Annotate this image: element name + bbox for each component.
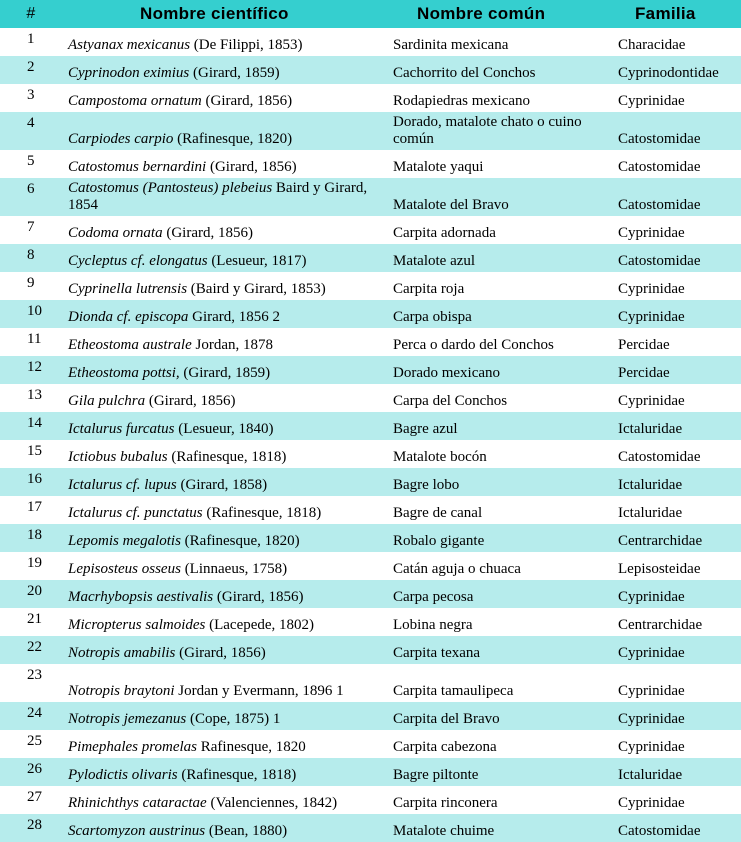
- family-cell: Catostomidae: [613, 178, 741, 216]
- species-author: (Girard, 1856): [166, 225, 253, 241]
- row-number: 8: [0, 244, 62, 272]
- species-name: Campostoma ornatum: [68, 93, 202, 109]
- species-name: Gila pulchra: [68, 393, 146, 409]
- species-name: Notropis amabilis: [68, 645, 176, 661]
- table-row: [0, 178, 741, 216]
- row-number: 24: [0, 702, 62, 730]
- scientific-name-cell: [62, 84, 387, 112]
- family-cell: Cyprinidae: [618, 683, 685, 699]
- common-name-cell: Carpita texana: [387, 636, 613, 664]
- scientific-name-cell: [62, 272, 387, 300]
- species-author: Rafinesque, 1820: [200, 739, 306, 755]
- row-number: 5: [27, 153, 35, 169]
- common-name-cell: Carpita cabezona: [393, 739, 497, 755]
- family-cell: Cyprinidae: [618, 393, 685, 409]
- common-name-cell: Matalote yaqui: [393, 159, 484, 175]
- family-cell: Centrarchidae: [613, 524, 741, 552]
- family-cell: Catostomidae: [618, 159, 701, 175]
- row-number: 23: [27, 667, 42, 683]
- species-name: Notropis jemezanus: [68, 711, 187, 727]
- table-row: [0, 552, 741, 580]
- row-number: 16: [0, 468, 62, 496]
- common-name-cell: Dorado, matalote chato o cuino común: [387, 112, 613, 150]
- species-author: (Rafinesque, 1820): [184, 533, 300, 549]
- family-cell: Cyprinidae: [613, 580, 741, 608]
- table-row: [0, 440, 741, 468]
- row-number: 26: [0, 758, 62, 786]
- common-name-cell: Perca o dardo del Conchos: [393, 337, 554, 353]
- species-name: Cyprinodon eximius: [68, 65, 190, 81]
- common-name-cell: Robalo gigante: [387, 524, 613, 552]
- common-name-cell: Carpita rinconera: [393, 795, 498, 811]
- family-cell: Percidae: [613, 356, 741, 384]
- family-cell: Cyprinidae: [618, 739, 685, 755]
- family-cell: Cyprinidae: [613, 702, 741, 730]
- common-name-cell: Bagre de canal: [393, 505, 483, 521]
- species-author: (Lacepede, 1802): [209, 617, 315, 633]
- scientific-name-cell: [62, 28, 387, 56]
- species-author: (Cope, 1875) 1: [189, 711, 281, 727]
- table-row: [0, 412, 741, 440]
- scientific-name-cell: [62, 730, 387, 758]
- table-row: [0, 28, 741, 56]
- table-row: [0, 758, 741, 786]
- scientific-name-cell: [62, 608, 387, 636]
- common-name-cell: Matalote azul: [387, 244, 613, 272]
- species-name: Lepomis megalotis: [68, 533, 181, 549]
- family-cell: Cyprinidae: [618, 795, 685, 811]
- species-author: Baird y Girard, 1854: [68, 180, 368, 213]
- family-cell: Percidae: [618, 337, 670, 353]
- common-name-cell: Dorado mexicano: [387, 356, 613, 384]
- species-author: (Rafinesque, 1818): [206, 505, 322, 521]
- species-author: (Valenciennes, 1842): [210, 795, 338, 811]
- table-row: [0, 300, 741, 328]
- row-number: 11: [27, 331, 42, 347]
- common-name-cell: Carpita roja: [393, 281, 465, 297]
- family-cell: Ictaluridae: [613, 412, 741, 440]
- header-scientific-name: Nombre científico: [62, 0, 387, 28]
- family-cell: Characidae: [618, 37, 686, 53]
- row-number: 17: [27, 499, 42, 515]
- species-name: Pylodictis olivaris: [68, 767, 178, 783]
- scientific-name-cell: [62, 150, 387, 178]
- species-author: (Girard, 1858): [180, 477, 268, 493]
- scientific-name-cell: [62, 664, 387, 702]
- row-number: 25: [27, 733, 42, 749]
- species-author: (Lesueur, 1840): [178, 421, 274, 437]
- table-header: [0, 0, 741, 28]
- family-cell: Cyprinidae: [618, 93, 685, 109]
- species-name: Ictalurus furcatus: [68, 421, 175, 437]
- species-author: (Bean, 1880): [208, 823, 288, 839]
- table-row: [0, 150, 741, 178]
- common-name-cell: Sardinita mexicana: [393, 37, 509, 53]
- scientific-name-cell: [62, 636, 387, 664]
- table-row: [0, 580, 741, 608]
- scientific-name-cell: [62, 56, 387, 84]
- scientific-name-cell: [62, 216, 387, 244]
- table-row: [0, 702, 741, 730]
- common-name-cell: Carpa del Conchos: [393, 393, 508, 409]
- species-name: Ictalurus cf. punctatus: [68, 505, 203, 521]
- row-number: 22: [0, 636, 62, 664]
- family-cell: Ictaluridae: [613, 758, 741, 786]
- row-number: 3: [27, 87, 35, 103]
- common-name-cell: Rodapiedras mexicano: [393, 93, 531, 109]
- header-number: #: [0, 0, 62, 28]
- family-cell: Catostomidae: [613, 814, 741, 842]
- table-row: [0, 272, 741, 300]
- species-author: Girard, 1856 2: [192, 309, 281, 325]
- row-number: 18: [0, 524, 62, 552]
- table-row: [0, 814, 741, 842]
- species-author: (Girard, 1856): [216, 589, 304, 605]
- common-name-cell: Carpita tamaulipeca: [393, 683, 514, 699]
- species-author: (Rafinesque, 1818): [181, 767, 297, 783]
- family-cell: Catostomidae: [618, 449, 701, 465]
- species-name: Cyprinella lutrensis: [68, 281, 188, 297]
- table-row: [0, 84, 741, 112]
- species-author: (Girard, 1856): [179, 645, 266, 661]
- scientific-name-cell: [62, 524, 387, 552]
- species-name: Lepisosteus osseus: [68, 561, 181, 577]
- table-row: [0, 328, 741, 356]
- row-number: 6: [0, 178, 62, 216]
- scientific-name-cell: [62, 244, 387, 272]
- family-cell: Lepisosteidae: [618, 561, 701, 577]
- table-row: [0, 384, 741, 412]
- table-row: [0, 664, 741, 702]
- common-name-cell: Matalote del Bravo: [387, 178, 613, 216]
- common-name-cell: Matalote chuime: [387, 814, 613, 842]
- table-row: [0, 216, 741, 244]
- species-name: Etheostoma australe: [68, 337, 192, 353]
- common-name-cell: Carpita adornada: [393, 225, 496, 241]
- common-name-cell: Bagre lobo: [387, 468, 613, 496]
- row-number: 20: [0, 580, 62, 608]
- family-cell: Ictaluridae: [618, 505, 683, 521]
- species-name: Ictiobus bubalus: [68, 449, 168, 465]
- species-author: (De Filippi, 1853): [193, 37, 303, 53]
- row-number: 4: [0, 112, 62, 150]
- row-number: 27: [27, 789, 42, 805]
- header-row: [0, 0, 741, 28]
- row-number: 9: [27, 275, 35, 291]
- species-name: Ictalurus cf. lupus: [68, 477, 177, 493]
- row-number: 19: [27, 555, 42, 571]
- scientific-name-cell: [62, 552, 387, 580]
- scientific-name-cell: [62, 112, 387, 150]
- species-author: (Lesueur, 1817): [211, 253, 307, 269]
- table-row: [0, 468, 741, 496]
- species-name: Astyanax mexicanus: [68, 37, 191, 53]
- row-number: 28: [0, 814, 62, 842]
- scientific-name-cell: [62, 300, 387, 328]
- species-name: Scartomyzon austrinus: [68, 823, 206, 839]
- row-number: 12: [0, 356, 62, 384]
- species-name: Catostomus bernardini: [68, 159, 207, 175]
- header-family: Familia: [613, 0, 741, 28]
- species-author: Jordan y Evermann, 1896 1: [178, 683, 344, 699]
- species-name: Micropterus salmoides: [68, 617, 206, 633]
- row-number: 14: [0, 412, 62, 440]
- common-name-cell: Carpa obispa: [387, 300, 613, 328]
- species-author: (Girard, 1856): [148, 393, 236, 409]
- common-name-cell: Carpita del Bravo: [387, 702, 613, 730]
- family-cell: Cyprinidae: [618, 281, 685, 297]
- row-number: 15: [27, 443, 42, 459]
- family-cell: Ictaluridae: [613, 468, 741, 496]
- row-number: 1: [27, 31, 35, 47]
- scientific-name-cell: [62, 412, 387, 440]
- table-row: [0, 244, 741, 272]
- species-author: (Rafinesque, 1820): [177, 131, 293, 147]
- species-author: Jordan, 1878: [195, 337, 273, 353]
- table-row: [0, 636, 741, 664]
- scientific-name-cell: [62, 468, 387, 496]
- scientific-name-cell: [62, 496, 387, 524]
- table-row: [0, 608, 741, 636]
- row-number: 13: [27, 387, 42, 403]
- scientific-name-cell: [62, 178, 387, 216]
- species-author: (Girard, 1859): [183, 365, 271, 381]
- table-row: [0, 496, 741, 524]
- scientific-name-cell: [62, 580, 387, 608]
- scientific-name-cell: [62, 440, 387, 468]
- scientific-name-cell: [62, 328, 387, 356]
- species-author: (Baird y Girard, 1853): [190, 281, 326, 297]
- species-author: (Girard, 1859): [193, 65, 280, 81]
- family-cell: Centrarchidae: [618, 617, 703, 633]
- species-author: (Linnaeus, 1758): [184, 561, 288, 577]
- table-body: [0, 28, 741, 842]
- common-name-cell: Bagre azul: [387, 412, 613, 440]
- common-name-cell: Lobina negra: [393, 617, 473, 633]
- species-name: Macrhybopsis aestivalis: [68, 589, 214, 605]
- species-author: (Girard, 1856): [205, 93, 293, 109]
- common-name-cell: Carpa pecosa: [387, 580, 613, 608]
- species-name: Pimephales promelas: [68, 739, 198, 755]
- scientific-name-cell: [62, 758, 387, 786]
- table-row: [0, 356, 741, 384]
- scientific-name-cell: [62, 384, 387, 412]
- species-name: Rhinichthys cataractae: [68, 795, 207, 811]
- family-cell: Cyprinidae: [613, 636, 741, 664]
- common-name-cell: Matalote bocón: [393, 449, 487, 465]
- scientific-name-cell: [62, 702, 387, 730]
- species-name: Notropis braytoni: [68, 683, 175, 699]
- common-name-cell: Bagre piltonte: [387, 758, 613, 786]
- row-number: 10: [0, 300, 62, 328]
- species-author: (Rafinesque, 1818): [171, 449, 287, 465]
- species-author: (Girard, 1856): [209, 159, 297, 175]
- species-name: Etheostoma pottsi,: [68, 365, 180, 381]
- row-number: 2: [0, 56, 62, 84]
- species-name: Dionda cf. episcopa: [68, 309, 189, 325]
- family-cell: Cyprinodontidae: [613, 56, 741, 84]
- common-name-cell: Cachorrito del Conchos: [387, 56, 613, 84]
- scientific-name-cell: [62, 786, 387, 814]
- family-cell: Catostomidae: [613, 244, 741, 272]
- species-name: Carpiodes carpio: [68, 131, 174, 147]
- species-name: Codoma ornata: [68, 225, 163, 241]
- table-row: [0, 56, 741, 84]
- family-cell: Catostomidae: [613, 112, 741, 150]
- table-row: [0, 112, 741, 150]
- scientific-name-cell: [62, 814, 387, 842]
- species-name: Catostomus (Pantosteus) plebeius: [68, 180, 273, 196]
- header-common-name: Nombre común: [387, 0, 613, 28]
- scientific-name-cell: [62, 356, 387, 384]
- table-row: [0, 786, 741, 814]
- table-row: [0, 730, 741, 758]
- table-row: [0, 524, 741, 552]
- family-cell: Cyprinidae: [613, 300, 741, 328]
- row-number: 21: [27, 611, 42, 627]
- common-name-cell: Catán aguja o chuaca: [393, 561, 521, 577]
- family-cell: Cyprinidae: [618, 225, 685, 241]
- row-number: 7: [27, 219, 35, 235]
- species-name: Cycleptus cf. elongatus: [68, 253, 208, 269]
